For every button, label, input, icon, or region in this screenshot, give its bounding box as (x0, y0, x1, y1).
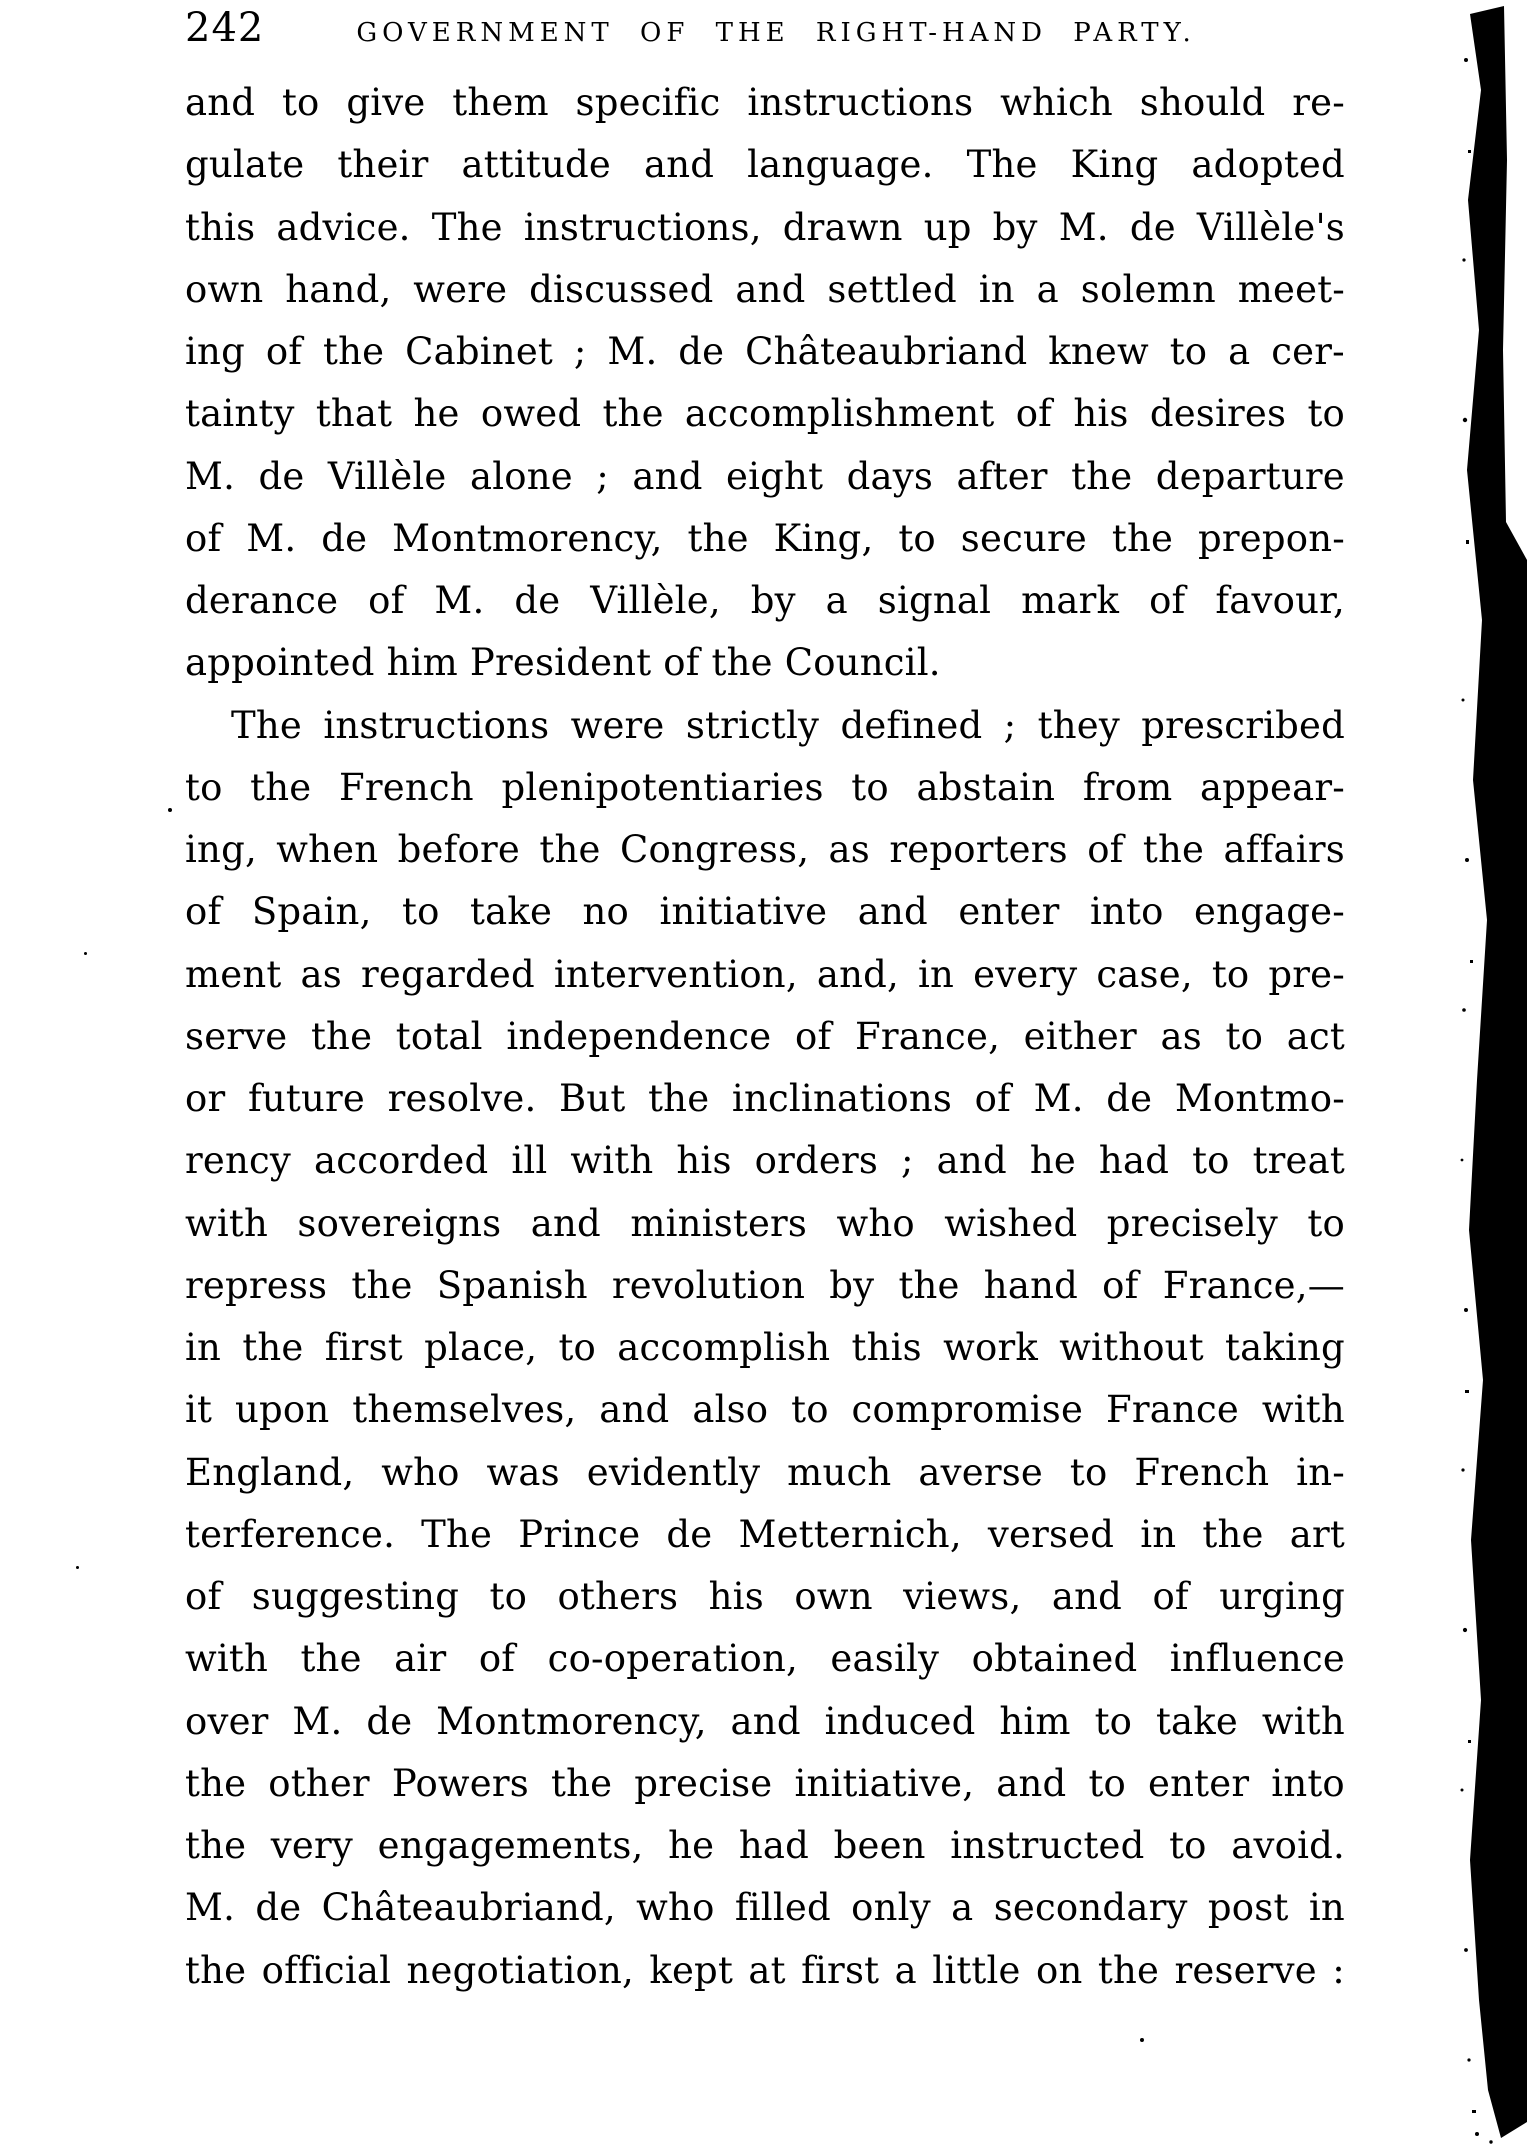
ink-speck (84, 952, 87, 955)
page-number: 242 (185, 5, 265, 51)
scan-edge-artifact (1457, 0, 1527, 2146)
text-line: ment as regarded intervention, and, in every case, to pre- (185, 952, 1345, 996)
text-line: or future resolve. But the inclinations of M. de Montmo- (185, 1077, 1345, 1120)
text-line: of M. de Montmorency, the King, to secure the prepon- (185, 516, 1345, 560)
text-line: and to give them specific instructions which should re- (185, 81, 1345, 124)
text-line: of suggesting to others his own views, and of urging (185, 1575, 1345, 1618)
running-title: GOVERNMENT OF THE RIGHT-HAND PARTY. (356, 18, 1196, 48)
text-line: terference. The Prince de Metternich, versed in the art (185, 1512, 1345, 1556)
text-line: the official negotiation, kept at first a little on the reserve : (185, 1948, 1345, 1992)
text-line: it upon themselves, and also to compromise France with (185, 1388, 1345, 1432)
ink-speck (1140, 2038, 1144, 2042)
text-line: the very engagements, he had been instructed to avoid. (185, 1824, 1345, 1867)
text-line: England, who was evidently much averse to French in- (185, 1450, 1345, 1494)
text-line: ing, when before the Congress, as reporters of the affairs (185, 828, 1345, 871)
text-line: tainty that he owed the accomplishment of his desires to (185, 392, 1345, 436)
text-line: in the first place, to accomplish this work without taking (185, 1326, 1345, 1369)
text-line: of Spain, to take no initiative and enter into engage- (185, 890, 1345, 934)
text-line: with sovereigns and ministers who wished precisely to (185, 1201, 1345, 1245)
text-line: M. de Châteaubriand, who filled only a secondary post in (185, 1886, 1345, 1930)
text-line: appointed him President of the Council. (185, 641, 941, 685)
body-text (185, 72, 1345, 2002)
text-line: with the air of co-operation, easily obtained influence (185, 1637, 1345, 1681)
text-line: this advice. The instructions, drawn up by M. de Villèle's (185, 205, 1345, 249)
text-line: gulate their attitude and language. The King adopted (185, 143, 1345, 187)
text-line: M. de Villèle alone ; and eight days after the departure (185, 454, 1345, 498)
text-line: repress the Spanish revolution by the hand of France,— (185, 1263, 1345, 1307)
text-line: the other Powers the precise initiative, and to enter into (185, 1761, 1345, 1805)
running-header (185, 4, 1350, 57)
text-line: over M. de Montmorency, and induced him to take with (185, 1699, 1345, 1743)
text-line: ing of the Cabinet ; M. de Châteaubriand knew to a cer- (185, 330, 1345, 373)
text-line: The instructions were strictly defined ; they prescribed (231, 703, 1345, 747)
ink-speck (76, 1566, 79, 1569)
text-line: derance of M. de Villèle, by a signal mark of favour, (185, 579, 1345, 622)
text-line: to the French plenipotentiaries to abstain from appear- (185, 765, 1345, 809)
text-line: own hand, were discussed and settled in a solemn meet- (185, 267, 1345, 311)
text-line: rency accorded ill with his orders ; and he had to treat (185, 1139, 1345, 1183)
ink-speck (168, 808, 172, 812)
text-line: serve the total independence of France, either as to act (185, 1014, 1345, 1058)
